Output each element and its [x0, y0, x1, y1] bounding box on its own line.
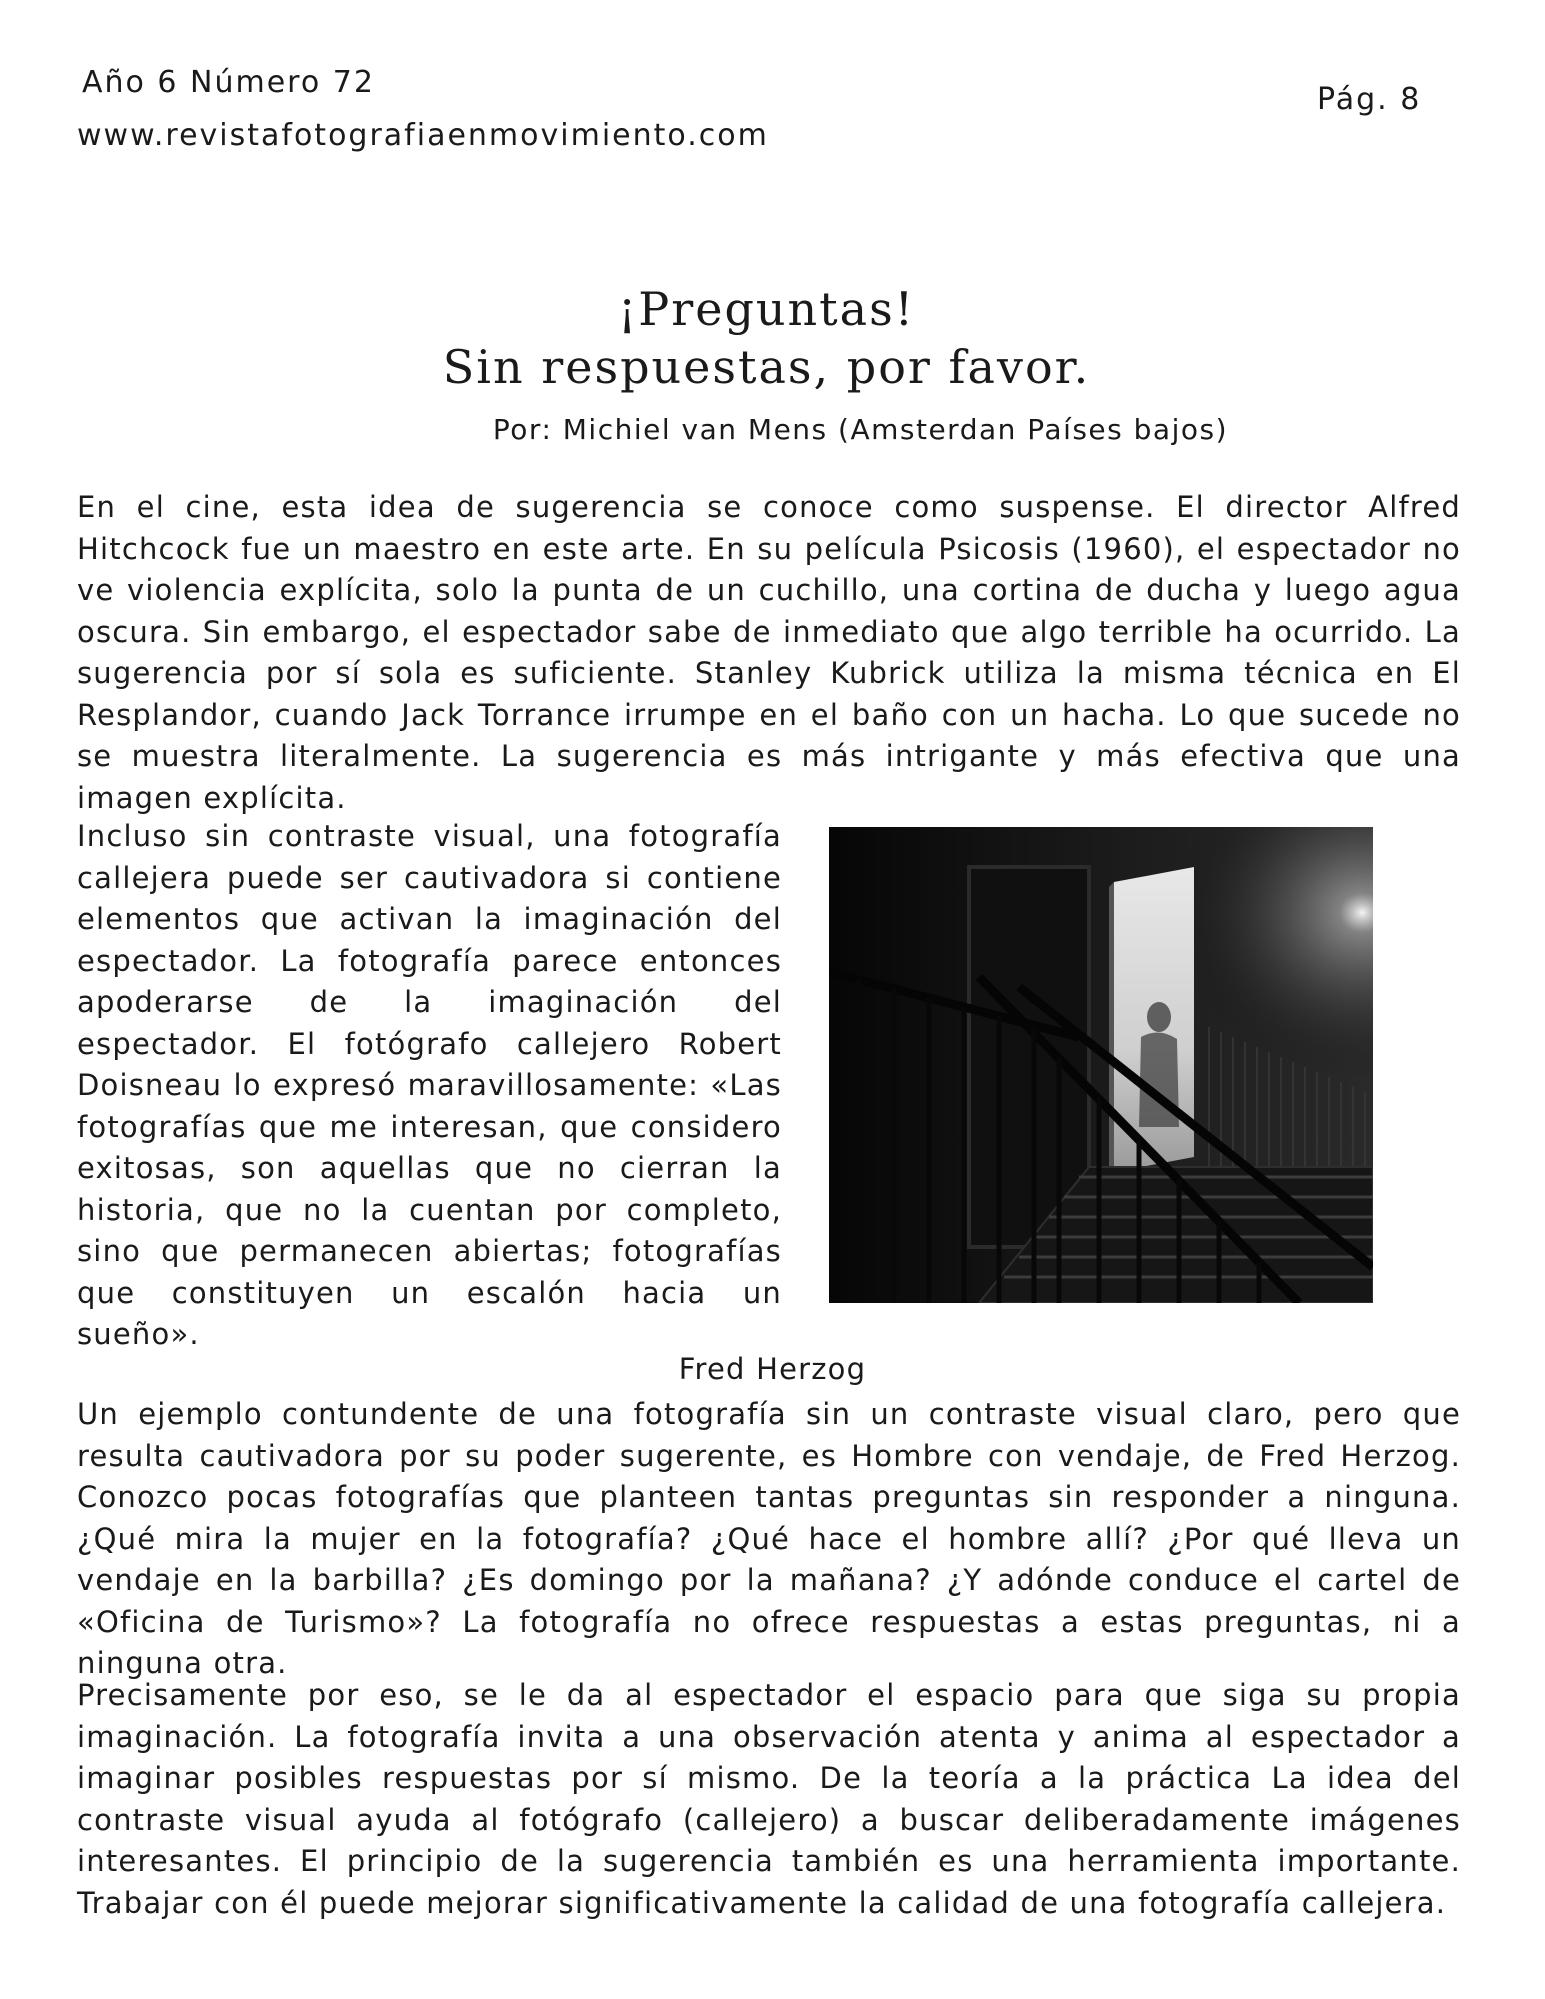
issue-number: Año 6 Número 72: [82, 65, 375, 100]
staircase-photo-art: [829, 827, 1373, 1303]
paragraph-conclusion: Precisamente por eso, se le da al espectador el espacio para que siga su propia imaginación. La fotografía invita a una observación atenta y anima al espectador a imaginar posibles respuestas por sí mismo. De la teoría a la práctica La idea del contraste visual ayuda al fotógrafo (callejero) a buscar deliberadamente imágenes interesantes. El principio de la sugerencia también es una herramienta importante. Trabajar con él puede mejorar significativamente la calidad de una fotografía callejera.: [77, 1678, 1461, 1920]
paragraph-doisneau: Incluso sin contraste visual, una fotografía callejera puede ser cautivadora si contiene elementos que activan la imaginación del espectador. La fotografía parece entonces apoderarse de la imaginación del espectador. El fotógrafo callejero Robert Doisneau lo expresó maravillosamente: «Las fotografías que me interesan, que considero exitosas, son aquellas que no cierran la historia, que no la cuentan por completo, sino que permanecen abiertas; fotografías que constituyen un escalón hacia un sueño».: [77, 819, 782, 1351]
website-url[interactable]: www.revistafotografiaenmovimiento.com: [77, 118, 769, 153]
paragraph-suspense: En el cine, esta idea de sugerencia se conoce como suspense. El director Alfred Hitchcock fue un maestro en este arte. En su película Psicosis (1960), el espectador no ve violencia explícita, solo la punta de un cuchillo, una cortina de ducha y luego agua oscura. Sin embargo, el espectador sabe de inmediato que algo terrible ha ocurrido. La sugerencia por sí sola es suficiente. Stanley Kubrick utiliza la misma técnica en El Resplandor, cuando Jack Torrance irrumpe en el baño con un hacha. Lo que sucede no se muestra literalmente. La sugerencia es más intrigante y más efectiva que una imagen explícita.: [77, 490, 1461, 815]
byline: Por: Michiel van Mens (Amsterdan Países bajos): [492, 413, 1228, 446]
article-title-line1: ¡Preguntas!: [617, 282, 916, 336]
page-number: Pág. 8: [1317, 82, 1422, 117]
article-title-line2: Sin respuestas, por favor.: [442, 340, 1091, 394]
staircase-photo: [829, 827, 1373, 1303]
caption-fred-herzog: Fred Herzog: [678, 1352, 867, 1386]
paragraph-herzog: Un ejemplo contundente de una fotografía sin un contraste visual claro, pero que resulta cautivadora por su poder sugerente, es Hombre con vendaje, de Fred Herzog. Conozco pocas fotografías que planteen tantas preguntas sin responder a ninguna. ¿Qué mira la mujer en la fotografía? ¿Qué hace el hombre allí? ¿Por qué lleva un vendaje en la barbilla? ¿Es domingo por la mañana? ¿Y adónde conduce el cartel de «Oficina de Turismo»? La fotografía no ofrece respuestas a estas preguntas, ni a ninguna otra.: [77, 1397, 1461, 1680]
